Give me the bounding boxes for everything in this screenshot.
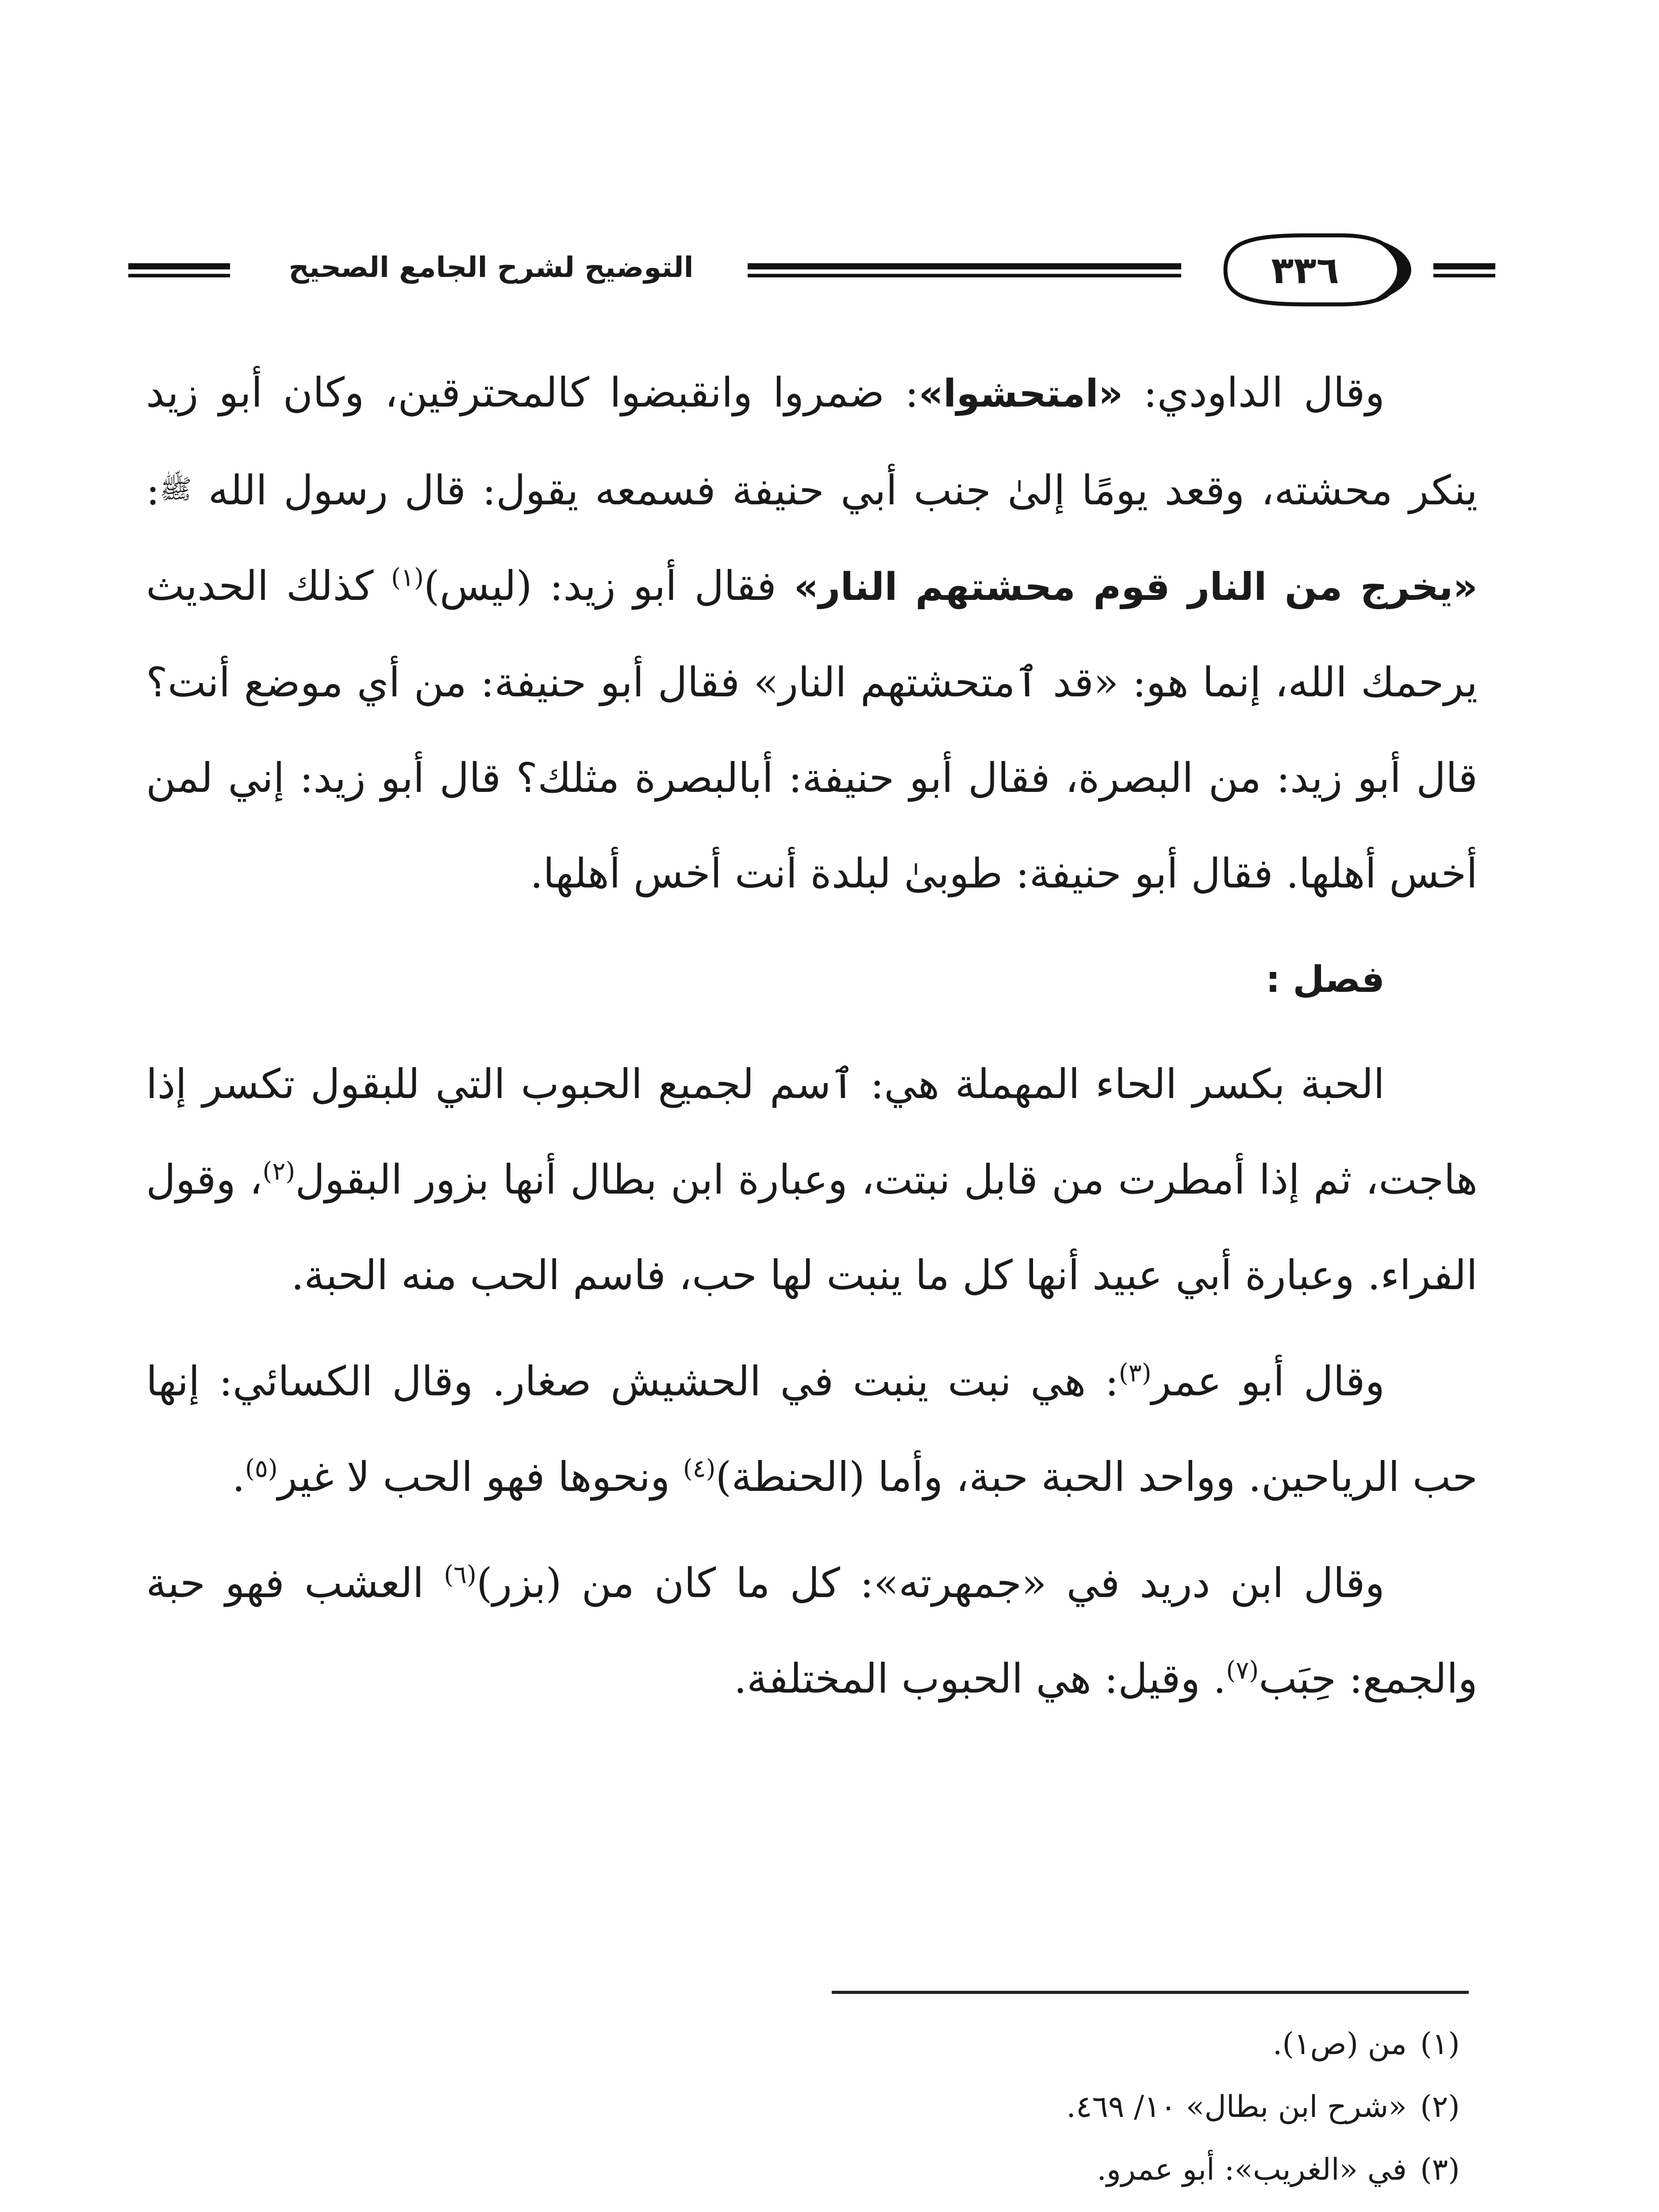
quoted-term: «امتحشوا»: [918, 372, 1123, 416]
footnote-number: [529, 2201, 595, 2212]
footnote-number: (١): [1420, 2027, 1460, 2062]
footnote-item: [146, 2201, 1473, 2212]
header-rule-left: [128, 263, 230, 281]
text-run: . وقيل: هي الحبوب المختلفة.: [733, 1655, 1226, 1702]
footnote-item: [146, 2076, 1473, 2139]
footnote-item-inline: [234, 2201, 595, 2212]
main-text: [146, 345, 1478, 1737]
footnote-ref[interactable]: (٢): [262, 1157, 296, 1186]
footnotes: [146, 2013, 1473, 2212]
footnote-number: (٢): [1420, 2089, 1460, 2124]
text-run: كذلك الحديث يرحمك الله، إنما هو: «قد ٱمتحشتهم النار» فقال أبو حنيفة: من أي موضع أنت؟ قال أبو زيد: من البصرة، فقال أبو حنيفة: أبالبصرة مثلك؟ قال أبو زيد: إني لمن أخس أهلها. فقال أبو حنيفة: طوبىٰ لبلدة أنت أخس أهلها.: [146, 562, 1478, 897]
paragraph-2: [146, 1037, 1478, 1323]
footnote-divider: [832, 1991, 1469, 1994]
text-run: الحبة بكسر الحاء المهملة هي: ٱسم لجميع الحبوب التي للبقول تكسر إذا هاجت، ثم إذا أمطرت من قابل نبتت، وعبارة ابن بطال أنها بزور البقول: [146, 1060, 1478, 1203]
header-rule-middle: [748, 263, 1181, 281]
footnote-text: في «الغريب»: أبو عمرو.: [1097, 2152, 1407, 2187]
footnote-item: [146, 2013, 1473, 2076]
paragraph-1: [146, 345, 1478, 922]
footnote-ref[interactable]: (٤): [683, 1454, 716, 1483]
section-heading: فصل :: [1265, 959, 1385, 1001]
footnote-ref[interactable]: (٣): [1118, 1359, 1152, 1388]
footnote-ref[interactable]: (٧): [1226, 1656, 1259, 1685]
footnote-number: (٣): [1420, 2152, 1460, 2187]
hadith-quote: «يخرج من النار قوم محشتهم النار»: [794, 565, 1478, 609]
salawat-glyph: ﷺ: [160, 474, 192, 505]
text-run: ، وقول الفراء. وعبارة أبي عبيد أنها كل ما ينبت لها حب، فاسم الحب منه الحبة.: [146, 1156, 1478, 1299]
text-run: وقال الداودي:: [1123, 369, 1385, 416]
footnote-text: «شرح ابن بطال» ١٠/ ٤٦٩.: [1066, 2089, 1407, 2124]
page-number-badge: [1194, 230, 1425, 310]
footnote-text: من (ص١).: [1272, 2027, 1407, 2062]
footnote-ref[interactable]: (٥): [245, 1454, 278, 1483]
text-run: وقال أبو عمر: [1151, 1358, 1385, 1405]
header-rule-right: [1433, 263, 1495, 281]
text-run: : هي نبت ينبت في الحشيش صغار. وقال الكسائي: إنها حب الرياحين. وواحد الحبة حبة، وأما (الحنطة): [146, 1358, 1478, 1501]
header-title: التوضيح لشرح الجامع الصحيح: [288, 251, 694, 284]
text-run: العشب فهو حبة والجمع: حِبَب: [146, 1559, 1478, 1702]
text-run: وقال ابن دريد في «جمهرته»: كل ما كان من (بزر): [476, 1559, 1385, 1607]
text-run: .: [232, 1453, 245, 1501]
paragraph-4: [146, 1536, 1478, 1727]
footnote-number: [1407, 2201, 1473, 2212]
page-number: ٣٣٦: [1271, 249, 1339, 292]
footnote-item: [146, 2139, 1473, 2201]
text-run: :: [146, 467, 160, 514]
text-run: ونحوها فهو الحب لا غير: [277, 1453, 683, 1501]
footnote-ref[interactable]: (١): [391, 563, 424, 592]
footnote-ref[interactable]: (٦): [444, 1560, 476, 1590]
running-header: [128, 230, 1495, 314]
paragraph-3: [146, 1334, 1478, 1525]
text-run: : ضمروا وانقبضوا كالمحترقين، وكان أبو زيد ينكر محشته، وقعد يومًا إلىٰ جنب أبي حنيفة فسمعه يقول: قال رسول الله: [146, 369, 1478, 514]
text-run: فقال أبو زيد: (ليس): [423, 562, 794, 610]
